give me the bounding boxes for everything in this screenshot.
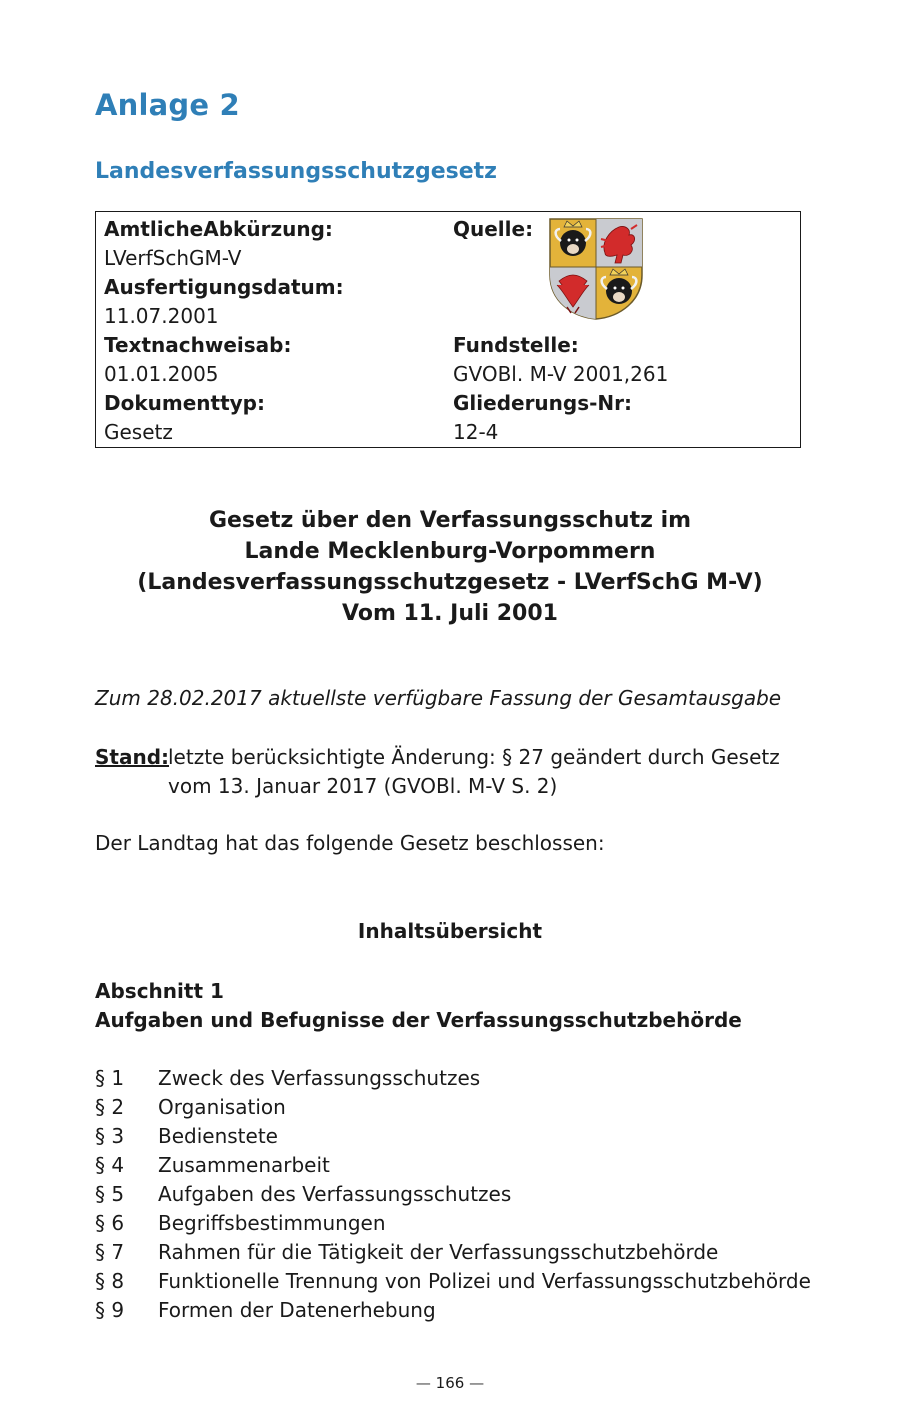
toc-item	[95, 1151, 811, 1180]
toc-item-number: § 9	[95, 1298, 125, 1322]
enactment-clause: Der Landtag hat das folgende Gesetz beschlossen:	[95, 831, 605, 855]
section-number: Abschnitt 1	[95, 979, 224, 1003]
quelle-label: Quelle:	[453, 217, 534, 241]
textnachweis-label: Textnachweisab:	[104, 333, 292, 357]
document-info-box	[95, 211, 801, 448]
toc-item-title: Zweck des Verfassungsschutzes	[158, 1066, 481, 1090]
dokumenttyp-label: Dokumenttyp:	[104, 391, 265, 415]
toc-item-title: Organisation	[158, 1095, 286, 1119]
abkuerzung-value: LVerfSchGM-V	[104, 246, 242, 270]
coat-of-arms-icon	[548, 217, 644, 321]
law-short-title: Landesverfassungsschutzgesetz	[95, 159, 497, 184]
toc-item	[95, 1267, 811, 1296]
toc-item	[95, 1180, 811, 1209]
stand-label: Stand:	[95, 745, 170, 769]
page-number	[0, 1374, 900, 1392]
toc-item-title: Funktionelle Trennung von Polizei und Verfassungsschutzbehörde	[158, 1269, 811, 1293]
toc-item-number: § 2	[95, 1095, 125, 1119]
textnachweis-value: 01.01.2005	[104, 362, 219, 386]
toc-item-title: Zusammenarbeit	[158, 1153, 330, 1177]
toc-item	[95, 1238, 811, 1267]
toc-item-title: Aufgaben des Verfassungsschutzes	[158, 1182, 512, 1206]
page-number-dash: —	[415, 1374, 431, 1392]
toc-item	[95, 1064, 811, 1093]
toc-item-number: § 5	[95, 1182, 125, 1206]
toc-list	[95, 1064, 811, 1325]
gliederung-label: Gliederungs-Nr:	[453, 391, 633, 415]
law-title-line: Gesetz über den Verfassungsschutz im	[208, 508, 692, 533]
toc-heading: Inhaltsübersicht	[357, 919, 543, 943]
dokumenttyp-value: Gesetz	[104, 420, 173, 444]
section-heading	[95, 977, 742, 1035]
toc-item	[95, 1296, 811, 1325]
toc-item-title: Bedienstete	[158, 1124, 278, 1148]
law-full-title	[0, 505, 900, 629]
toc-item-number: § 6	[95, 1211, 125, 1235]
toc-item-title: Begriffsbestimmungen	[158, 1211, 386, 1235]
toc-item	[95, 1093, 811, 1122]
toc-item-title: Formen der Datenerhebung	[158, 1298, 436, 1322]
law-title-line: (Landesverfassungsschutzgesetz - LVerfSchG M-V)	[137, 570, 763, 595]
ausfertigung-label: Ausfertigungsdatum:	[104, 275, 344, 299]
toc-item-number: § 1	[95, 1066, 125, 1090]
toc-item	[95, 1209, 811, 1238]
toc-item-number: § 3	[95, 1124, 125, 1148]
stand-text-line2: vom 13. Januar 2017 (GVOBl. M-V S. 2)	[168, 774, 558, 798]
toc-item-number: § 4	[95, 1153, 125, 1177]
anlage-heading: Anlage 2	[95, 88, 240, 122]
law-title-line: Lande Mecklenburg-Vorpommern	[244, 539, 656, 564]
fundstelle-value: GVOBl. M-V 2001,261	[453, 362, 669, 386]
stand-text-line1: letzte berücksichtigte Änderung: § 27 geändert durch Gesetz	[168, 745, 780, 769]
abkuerzung-label: AmtlicheAbkürzung:	[104, 217, 333, 241]
gliederung-value: 12-4	[453, 420, 499, 444]
section-title: Aufgaben und Befugnisse der Verfassungsschutzbehörde	[95, 1008, 742, 1032]
toc-item-title: Rahmen für die Tätigkeit der Verfassungsschutzbehörde	[158, 1240, 719, 1264]
toc-item-number: § 8	[95, 1269, 125, 1293]
toc-item	[95, 1122, 811, 1151]
page-number-dash: —	[469, 1374, 485, 1392]
fassung-note: Zum 28.02.2017 aktuellste verfügbare Fassung der Gesamtausgabe	[95, 686, 782, 710]
law-title-line: Vom 11. Juli 2001	[342, 601, 558, 626]
page-number-value: 166	[435, 1374, 465, 1392]
fundstelle-label: Fundstelle:	[453, 333, 579, 357]
toc-item-number: § 7	[95, 1240, 125, 1264]
ausfertigung-value: 11.07.2001	[104, 304, 219, 328]
